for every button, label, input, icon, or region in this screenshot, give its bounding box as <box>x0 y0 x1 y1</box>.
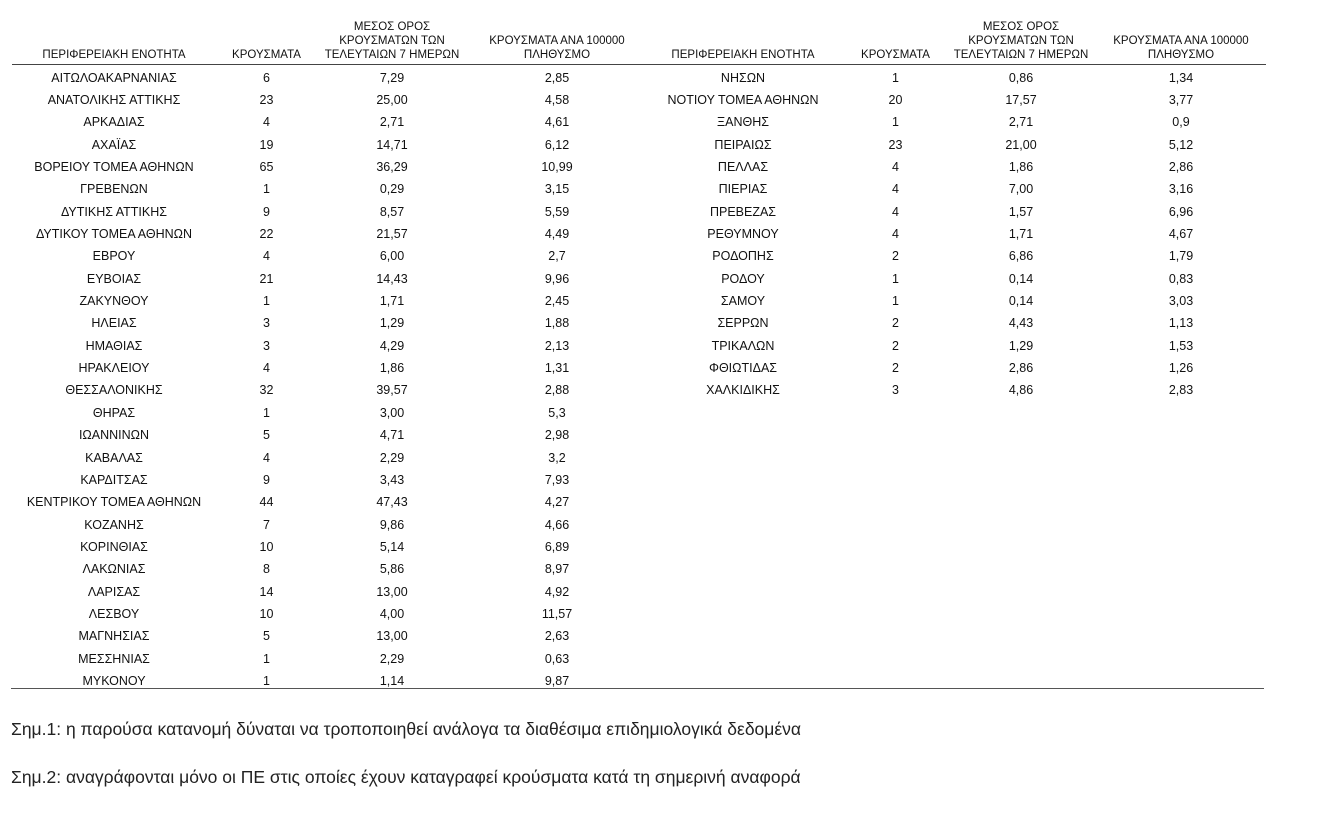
cell-per100k: 1,88 <box>544 316 570 331</box>
cell-region: ΗΛΕΙΑΣ <box>91 316 137 331</box>
cell-cases: 19 <box>259 137 274 152</box>
cell-region: ΣΕΡΡΩΝ <box>717 316 769 331</box>
cell-cases: 20 <box>888 93 903 108</box>
cell-region: ΝΟΤΙΟΥ ΤΟΜΕΑ ΑΘΗΝΩΝ <box>667 93 819 108</box>
cell-cases: 8 <box>263 562 270 577</box>
table-row <box>12 178 647 200</box>
cell-cases: 22 <box>259 227 274 242</box>
cell-region: ΠΕΛΛΑΣ <box>717 160 769 175</box>
cell-avg7: 0,14 <box>1008 271 1034 286</box>
cell-region: ΚΑΡΔΙΤΣΑΣ <box>80 472 148 487</box>
cell-per100k: 2,88 <box>544 383 570 398</box>
table-row <box>12 558 647 580</box>
table-row <box>12 245 647 267</box>
cell-region: ΔΥΤΙΚΟΥ ΤΟΜΕΑ ΑΘΗΝΩΝ <box>35 227 193 242</box>
cell-per100k: 8,97 <box>544 562 570 577</box>
cell-per100k: 3,15 <box>544 182 570 197</box>
header-per100k-line2: ΠΛΗΘΥΣΜΟ <box>1147 48 1215 61</box>
cell-cases: 3 <box>263 316 270 331</box>
cell-cases: 4 <box>263 249 270 264</box>
cell-region: ΣΑΜΟΥ <box>720 294 766 309</box>
cell-cases: 2 <box>892 249 899 264</box>
cell-cases: 3 <box>263 338 270 353</box>
header-cases: ΚΡΟΥΣΜΑΤΑ <box>216 14 317 64</box>
cell-region: ΕΒΡΟΥ <box>92 249 136 264</box>
table-row <box>641 201 1266 223</box>
cell-per100k: 2,13 <box>544 338 570 353</box>
header-per100k-line1: ΚΡΟΥΣΜΑΤΑ ΑΝΑ 100000 <box>489 34 625 47</box>
cell-region: ΗΡΑΚΛΕΙΟΥ <box>78 361 150 376</box>
cell-avg7: 13,00 <box>376 629 408 644</box>
cell-avg7: 25,00 <box>376 93 408 108</box>
cell-per100k: 0,9 <box>1172 115 1190 130</box>
cell-region: ΜΕΣΣΗΝΙΑΣ <box>78 651 150 666</box>
cell-cases: 5 <box>263 428 270 443</box>
cell-cases: 44 <box>259 495 274 510</box>
cell-region: ΠΙΕΡΙΑΣ <box>718 182 768 197</box>
table-row <box>12 424 647 446</box>
cell-per100k: 6,12 <box>544 137 570 152</box>
cell-avg7: 4,43 <box>1008 316 1034 331</box>
cell-region: ΑΝΑΤΟΛΙΚΗΣ ΑΤΤΙΚΗΣ <box>47 93 181 108</box>
cell-avg7: 1,86 <box>1008 160 1034 175</box>
table-row <box>641 111 1266 133</box>
cell-per100k: 9,87 <box>544 673 570 688</box>
table-row <box>12 469 647 491</box>
cell-per100k: 2,83 <box>1168 383 1194 398</box>
cell-per100k: 1,26 <box>1168 361 1194 376</box>
cell-avg7: 1,29 <box>379 316 405 331</box>
cell-cases: 2 <box>892 316 899 331</box>
cell-region: ΖΑΚΥΝΘΟΥ <box>79 294 149 309</box>
header-avg7-line3: ΤΕΛΕΥΤΑΙΩΝ 7 ΗΜΕΡΩΝ <box>953 48 1089 61</box>
cell-region: ΧΑΛΚΙΔΙΚΗΣ <box>706 383 780 398</box>
cell-per100k: 0,63 <box>544 651 570 666</box>
cell-region: ΘΕΣΣΑΛΟΝΙΚΗΣ <box>65 383 163 398</box>
cell-per100k: 5,59 <box>544 204 570 219</box>
header-per100k-line2: ΠΛΗΘΥΣΜΟ <box>523 48 591 61</box>
cell-region: ΓΡΕΒΕΝΩΝ <box>80 182 148 197</box>
cell-region: ΚΟΖΑΝΗΣ <box>84 517 144 532</box>
cell-avg7: 6,00 <box>379 249 405 264</box>
table-row <box>12 335 647 357</box>
cell-region: ΡΟΔΟΠΗΣ <box>712 249 774 264</box>
cell-per100k: 4,67 <box>1168 227 1194 242</box>
cell-per100k: 7,93 <box>544 472 570 487</box>
cell-cases: 4 <box>263 361 270 376</box>
cell-avg7: 2,71 <box>379 115 405 130</box>
cell-cases: 4 <box>263 115 270 130</box>
cell-avg7: 14,71 <box>376 137 408 152</box>
cell-per100k: 2,45 <box>544 294 570 309</box>
cell-avg7: 5,14 <box>379 539 405 554</box>
cell-region: ΜΥΚΟΝΟΥ <box>82 673 146 688</box>
cell-cases: 4 <box>263 450 270 465</box>
cell-region: ΡΕΘΥΜΝΟΥ <box>707 227 779 242</box>
header-avg7 <box>946 14 1096 64</box>
cases-table-left <box>12 14 647 692</box>
cell-cases: 9 <box>263 472 270 487</box>
cell-per100k: 1,13 <box>1168 316 1194 331</box>
cell-per100k: 9,96 <box>544 271 570 286</box>
cell-avg7: 2,29 <box>379 651 405 666</box>
header-avg7-line2: ΚΡΟΥΣΜΑΤΩΝ ΤΩΝ <box>968 34 1074 47</box>
table-row <box>12 379 647 401</box>
table-body-left <box>12 64 647 692</box>
table-row <box>641 245 1266 267</box>
cell-region: ΛΕΣΒΟΥ <box>88 606 140 621</box>
cell-avg7: 2,71 <box>1008 115 1034 130</box>
footnote-1: Σημ.1: η παρούσα κατανομή δύναται να τροποποιηθεί ανάλογα τα διαθέσιμα επιδημιολογικά δεδομένα <box>11 719 802 739</box>
cell-per100k: 1,53 <box>1168 338 1194 353</box>
table-row <box>12 580 647 602</box>
cell-per100k: 2,98 <box>544 428 570 443</box>
table-row <box>12 357 647 379</box>
header-avg7 <box>317 14 467 64</box>
cell-region: ΞΑΝΘΗΣ <box>717 115 769 130</box>
table-row <box>12 290 647 312</box>
cell-cases: 10 <box>259 606 274 621</box>
cell-region: ΚΕΝΤΡΙΚΟΥ ΤΟΜΕΑ ΑΘΗΝΩΝ <box>26 495 202 510</box>
cell-avg7: 17,57 <box>1005 93 1037 108</box>
cell-avg7: 21,00 <box>1005 137 1037 152</box>
cell-avg7: 8,57 <box>379 204 405 219</box>
cell-cases: 1 <box>263 651 270 666</box>
table-body-right <box>641 64 1266 402</box>
cell-avg7: 7,00 <box>1008 182 1034 197</box>
cell-avg7: 1,71 <box>1008 227 1034 242</box>
cell-region: ΛΑΚΩΝΙΑΣ <box>82 562 146 577</box>
header-region: ΠΕΡΙΦΕΡΕΙΑΚΗ ΕΝΟΤΗΤΑ <box>12 14 216 64</box>
cell-per100k: 1,34 <box>1168 70 1194 85</box>
cell-avg7: 1,86 <box>379 361 405 376</box>
header-avg7-line1: ΜΕΣΟΣ ΟΡΟΣ <box>982 20 1060 33</box>
table-row <box>12 312 647 334</box>
cell-per100k: 6,96 <box>1168 204 1194 219</box>
cell-cases: 1 <box>892 271 899 286</box>
cell-cases: 3 <box>892 383 899 398</box>
header-avg7-line1: ΜΕΣΟΣ ΟΡΟΣ <box>353 20 431 33</box>
cell-per100k: 5,3 <box>548 405 566 420</box>
cell-avg7: 36,29 <box>376 160 408 175</box>
cell-avg7: 1,14 <box>379 673 405 688</box>
table-row <box>12 647 647 669</box>
cell-per100k: 2,86 <box>1168 160 1194 175</box>
cell-cases: 1 <box>263 405 270 420</box>
cell-region: ΕΥΒΟΙΑΣ <box>86 271 142 286</box>
cell-avg7: 0,14 <box>1008 294 1034 309</box>
cell-avg7: 47,43 <box>376 495 408 510</box>
cell-region: ΔΥΤΙΚΗΣ ΑΤΤΙΚΗΣ <box>61 204 167 219</box>
cell-avg7: 39,57 <box>376 383 408 398</box>
table-row <box>12 64 647 89</box>
cell-region: ΝΗΣΩΝ <box>720 70 766 85</box>
cell-per100k: 4,27 <box>544 495 570 510</box>
cell-cases: 9 <box>263 204 270 219</box>
table-row <box>12 156 647 178</box>
cell-cases: 2 <box>892 361 899 376</box>
table-header-row <box>641 14 1266 64</box>
cell-per100k: 0,83 <box>1168 271 1194 286</box>
header-per100k <box>467 14 647 64</box>
cell-region: ΚΑΒΑΛΑΣ <box>85 450 143 465</box>
header-region: ΠΕΡΙΦΕΡΕΙΑΚΗ ΕΝΟΤΗΤΑ <box>641 14 845 64</box>
cell-avg7: 4,86 <box>1008 383 1034 398</box>
cell-cases: 21 <box>259 271 274 286</box>
cell-avg7: 1,29 <box>1008 338 1034 353</box>
table-row <box>641 357 1266 379</box>
table-row <box>12 446 647 468</box>
cell-region: ΑΡΚΑΔΙΑΣ <box>83 115 145 130</box>
cell-region: ΠΡΕΒΕΖΑΣ <box>709 204 777 219</box>
cell-per100k: 6,89 <box>544 539 570 554</box>
table-row <box>12 201 647 223</box>
header-per100k <box>1096 14 1266 64</box>
table-row <box>12 536 647 558</box>
cell-avg7: 0,29 <box>379 182 405 197</box>
cell-cases: 1 <box>263 294 270 309</box>
cell-cases: 1 <box>263 182 270 197</box>
footnote-2: Σημ.2: αναγράφονται μόνο οι ΠΕ στις οποίες έχουν καταγραφεί κρούσματα κατά τη σημερινή αναφορά <box>11 767 801 787</box>
table-row <box>641 134 1266 156</box>
cell-per100k: 3,77 <box>1168 93 1194 108</box>
cell-avg7: 1,57 <box>1008 204 1034 219</box>
cell-avg7: 3,43 <box>379 472 405 487</box>
cell-per100k: 2,85 <box>544 70 570 85</box>
cell-per100k: 5,12 <box>1168 137 1194 152</box>
cell-region: ΦΘΙΩΤΙΔΑΣ <box>708 361 778 376</box>
header-avg7-line2: ΚΡΟΥΣΜΑΤΩΝ ΤΩΝ <box>339 34 445 47</box>
cell-region: ΠΕΙΡΑΙΩΣ <box>714 137 772 152</box>
cell-avg7: 7,29 <box>379 70 405 85</box>
cell-avg7: 1,71 <box>379 294 405 309</box>
cell-per100k: 3,16 <box>1168 182 1194 197</box>
cell-region: ΑΧΑΪΑΣ <box>91 137 137 152</box>
cell-cases: 5 <box>263 629 270 644</box>
table-row <box>12 625 647 647</box>
cell-avg7: 2,86 <box>1008 361 1034 376</box>
table-bottom-rule <box>11 688 1264 689</box>
cell-cases: 1 <box>892 294 899 309</box>
table-row <box>12 223 647 245</box>
table-row <box>12 111 647 133</box>
header-per100k-line1: ΚΡΟΥΣΜΑΤΑ ΑΝΑ 100000 <box>1113 34 1249 47</box>
cell-region: ΑΙΤΩΛΟΑΚΑΡΝΑΝΙΑΣ <box>51 70 177 85</box>
cell-cases: 1 <box>263 673 270 688</box>
cell-region: ΗΜΑΘΙΑΣ <box>85 338 143 353</box>
table-header-row <box>12 14 647 64</box>
cell-cases: 23 <box>888 137 903 152</box>
cell-cases: 4 <box>892 160 899 175</box>
cell-avg7: 3,00 <box>379 405 405 420</box>
cell-avg7: 4,29 <box>379 338 405 353</box>
cell-per100k: 4,49 <box>544 227 570 242</box>
cell-per100k: 2,63 <box>544 629 570 644</box>
cell-per100k: 10,99 <box>541 160 573 175</box>
table-row <box>12 491 647 513</box>
cell-per100k: 4,58 <box>544 93 570 108</box>
cell-region: ΙΩΑΝΝΙΝΩΝ <box>78 428 150 443</box>
table-row <box>12 402 647 424</box>
cell-region: ΜΑΓΝΗΣΙΑΣ <box>78 629 150 644</box>
cell-per100k: 1,31 <box>544 361 570 376</box>
cell-per100k: 11,57 <box>541 606 573 621</box>
cell-region: ΛΑΡΙΣΑΣ <box>87 584 141 599</box>
table-row <box>641 290 1266 312</box>
cell-region: ΒΟΡΕΙΟΥ ΤΟΜΕΑ ΑΘΗΝΩΝ <box>34 160 194 175</box>
cell-cases: 4 <box>892 227 899 242</box>
cell-region: ΤΡΙΚΑΛΩΝ <box>711 338 775 353</box>
table-row <box>641 156 1266 178</box>
cell-avg7: 13,00 <box>376 584 408 599</box>
cell-cases: 7 <box>263 517 270 532</box>
cell-avg7: 9,86 <box>379 517 405 532</box>
cell-per100k: 3,2 <box>548 450 566 465</box>
cases-table-right <box>641 14 1266 402</box>
table-row <box>12 89 647 111</box>
table-row <box>641 223 1266 245</box>
cell-per100k: 2,7 <box>548 249 566 264</box>
cell-per100k: 4,92 <box>544 584 570 599</box>
cell-cases: 65 <box>259 160 274 175</box>
cell-cases: 4 <box>892 182 899 197</box>
cell-per100k: 4,61 <box>544 115 570 130</box>
table-row <box>12 268 647 290</box>
table-row <box>12 513 647 535</box>
cell-cases: 6 <box>263 70 270 85</box>
table-row <box>641 335 1266 357</box>
cell-avg7: 6,86 <box>1008 249 1034 264</box>
table-row <box>12 134 647 156</box>
header-cases: ΚΡΟΥΣΜΑΤΑ <box>845 14 946 64</box>
table-row <box>641 379 1266 401</box>
table-row <box>641 178 1266 200</box>
table-row <box>641 268 1266 290</box>
header-avg7-line3: ΤΕΛΕΥΤΑΙΩΝ 7 ΗΜΕΡΩΝ <box>324 48 460 61</box>
cell-per100k: 4,66 <box>544 517 570 532</box>
cell-avg7: 14,43 <box>376 271 408 286</box>
table-row <box>641 312 1266 334</box>
table-row <box>641 64 1266 89</box>
cell-per100k: 3,03 <box>1168 294 1194 309</box>
table-row <box>12 603 647 625</box>
cell-region: ΚΟΡΙΝΘΙΑΣ <box>80 539 148 554</box>
cell-avg7: 4,71 <box>379 428 405 443</box>
cell-cases: 2 <box>892 338 899 353</box>
cell-avg7: 21,57 <box>376 227 408 242</box>
cell-avg7: 4,00 <box>379 606 405 621</box>
cell-cases: 10 <box>259 539 274 554</box>
cell-region: ΘΗΡΑΣ <box>92 405 136 420</box>
cell-cases: 1 <box>892 115 899 130</box>
cell-per100k: 1,79 <box>1168 249 1194 264</box>
cell-avg7: 0,86 <box>1008 70 1034 85</box>
cell-cases: 1 <box>892 70 899 85</box>
table-row <box>641 89 1266 111</box>
cell-cases: 14 <box>259 584 274 599</box>
cell-cases: 32 <box>259 383 274 398</box>
cell-cases: 4 <box>892 204 899 219</box>
cell-avg7: 2,29 <box>379 450 405 465</box>
cell-cases: 23 <box>259 93 274 108</box>
cell-avg7: 5,86 <box>379 562 405 577</box>
cell-region: ΡΟΔΟΥ <box>721 271 765 286</box>
